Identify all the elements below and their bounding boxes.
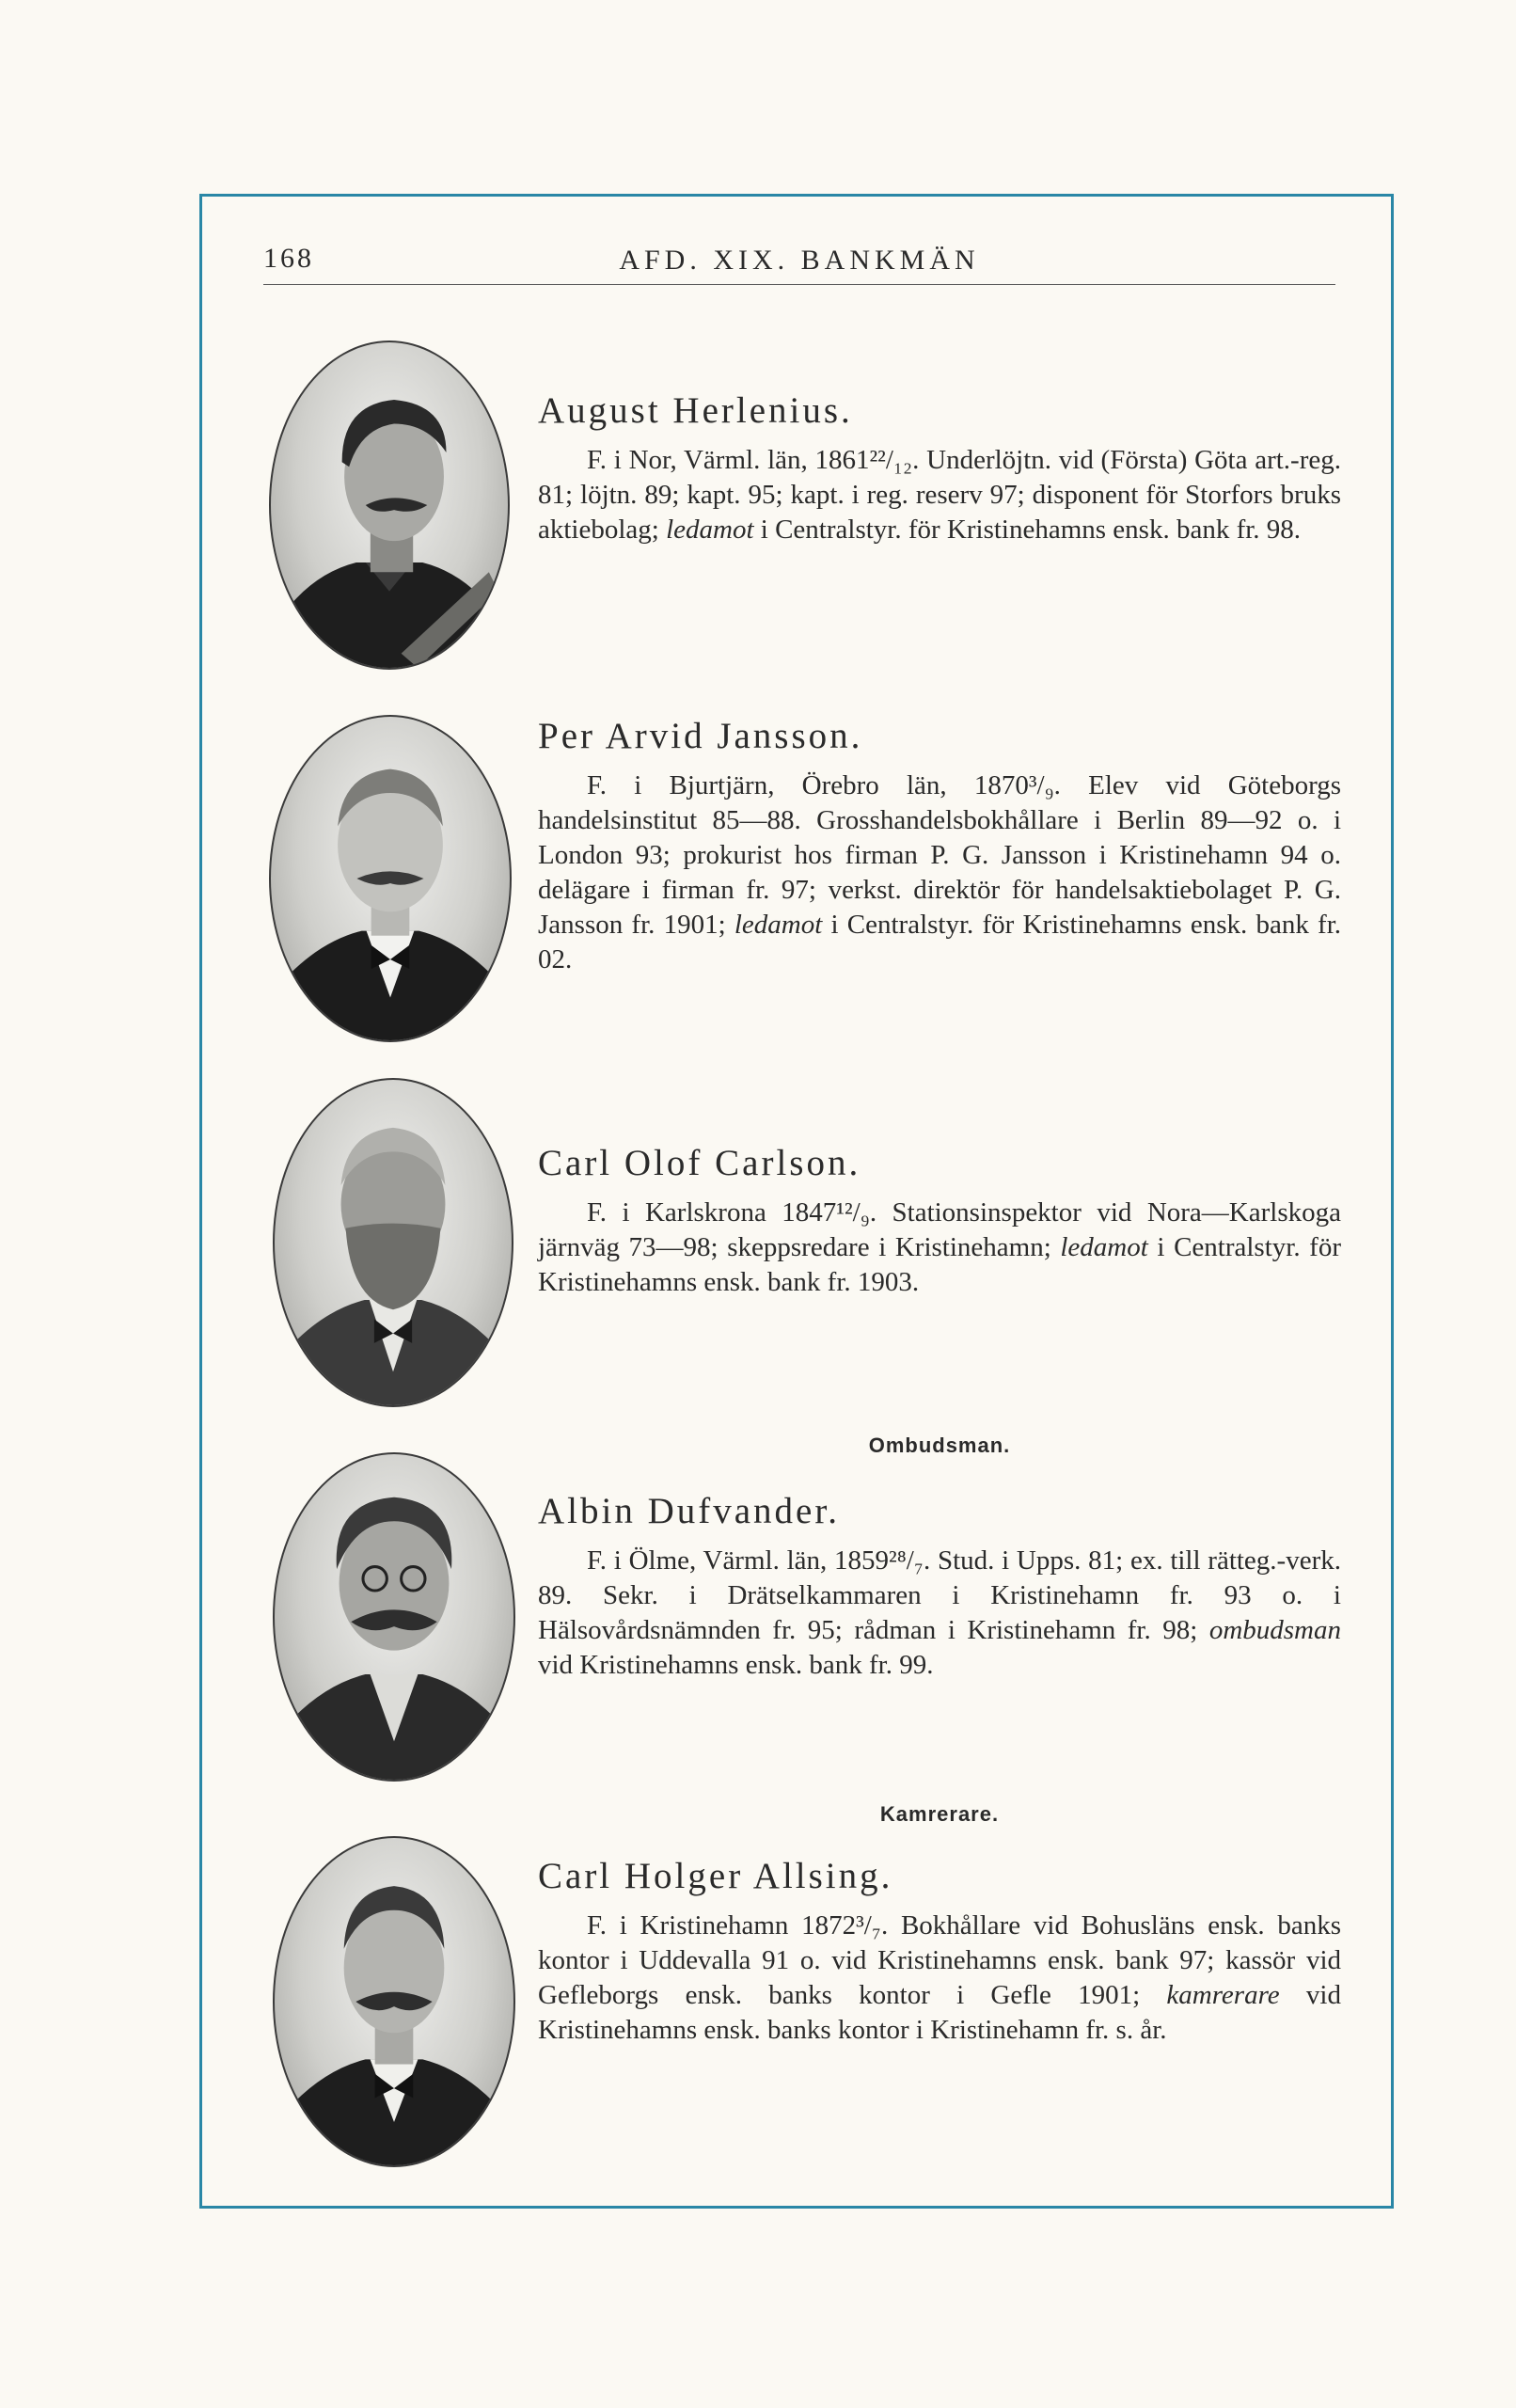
person-name: Carl Holger Allsing. (538, 1856, 893, 1896)
portrait-albin-dufvander (273, 1452, 515, 1782)
bio-text: F. i Kristinehamn 1872³/₇. Bokhållare vid Bohusläns ensk. banks kontor i Uddevalla 91 o. vid Kristinehamns ensk. bank 97; kassör vid Gefleborgs ensk. banks kontor i Gefle 1901; (538, 1910, 1341, 2010)
bio-text: F. i Karlskrona 1847¹²/₉. Stationsinspektor vid Nora—Karlskoga järnväg 73—98; skeppsredare i Kristinehamn; (538, 1197, 1341, 1262)
entry-albin-dufvander (538, 1490, 1341, 1683)
running-head: AFD. XIX. BANKMÄN (619, 245, 980, 276)
section-heading-kamrerare: Kamrerare. (879, 1802, 1000, 1826)
bio-role: ledamot (666, 515, 754, 545)
bio-text: i Centralstyr. för Kristinehamns ensk. bank fr. 02. (538, 910, 1342, 974)
bio-role: ledamot (734, 910, 823, 940)
portrait-august-herlenius (269, 341, 510, 670)
person-name: Albin Dufvander. (538, 1491, 840, 1531)
bio-text: i Centralstyr. för Kristinehamns ensk. bank fr. 1903. (538, 1232, 1341, 1297)
person-bio (538, 1909, 1341, 2048)
person-bio (538, 768, 1341, 977)
entry-carl-olof-carlson (538, 1142, 1341, 1300)
entry-carl-holger-allsing (538, 1855, 1341, 2048)
entry-per-arvid-jansson (538, 715, 1341, 977)
bio-text: i Centralstyr. för Kristinehamns ensk. bank fr. 98. (753, 515, 1302, 545)
portrait-carl-holger-allsing (273, 1836, 515, 2167)
bio-text: F. i Bjurtjärn, Örebro län, 1870³/₉. Elev vid Göteborgs handelsinstitut 85—88. Grosshandelsbokhållare i Berlin 89—92 o. i London 93; prokurist hos firman P. G. Jansson i Kristinehamn 94 o. delägare i firman fr. 97; verkst. direktör för handelsaktiebolaget P. G. Jansson fr. 1901; (538, 770, 1341, 940)
person-name: Carl Olof Carlson. (538, 1143, 861, 1183)
bio-role: ledamot (1060, 1232, 1148, 1262)
portrait-carl-olof-carlson (273, 1078, 513, 1407)
bio-text: F. i Ölme, Värml. län, 1859²⁸/₇. Stud. i Upps. 81; ex. till rätteg.-verk. 89. Sekr. i Drätselkammaren i Kristinehamn fr. 93 o. i Hälsovårdsnämnden fr. 95; rådman i Kristinehamn fr. 98; (538, 1545, 1341, 1645)
bio-role: ombudsman (1208, 1615, 1341, 1645)
portrait-per-arvid-jansson (269, 715, 512, 1042)
bio-text: vid Kristinehamns ensk. banks kontor i Kristinehamn fr. s. år. (538, 1980, 1341, 2045)
bio-text: vid Kristinehamns ensk. bank fr. 99. (538, 1650, 934, 1680)
bio-text: F. i Nor, Värml. län, 1861²²/₁₂. Underlöjtn. vid (Första) Göta art.-reg. 81; löjtn. 89; kapt. 95; kapt. i reg. reserv 97; disponent för Storfors bruks aktiebolag; (538, 445, 1341, 545)
person-bio (538, 1544, 1341, 1683)
person-name: August Herlenius. (538, 390, 853, 431)
entry-august-herlenius (538, 389, 1341, 547)
section-heading-ombudsman: Ombudsman. (868, 1434, 1011, 1457)
bio-role: kamrerare (1166, 1980, 1280, 2010)
page-header (263, 243, 1335, 285)
person-bio (538, 443, 1341, 547)
person-bio (538, 1196, 1341, 1300)
person-name: Per Arvid Jansson. (538, 716, 863, 756)
page-number: 168 (263, 243, 314, 274)
